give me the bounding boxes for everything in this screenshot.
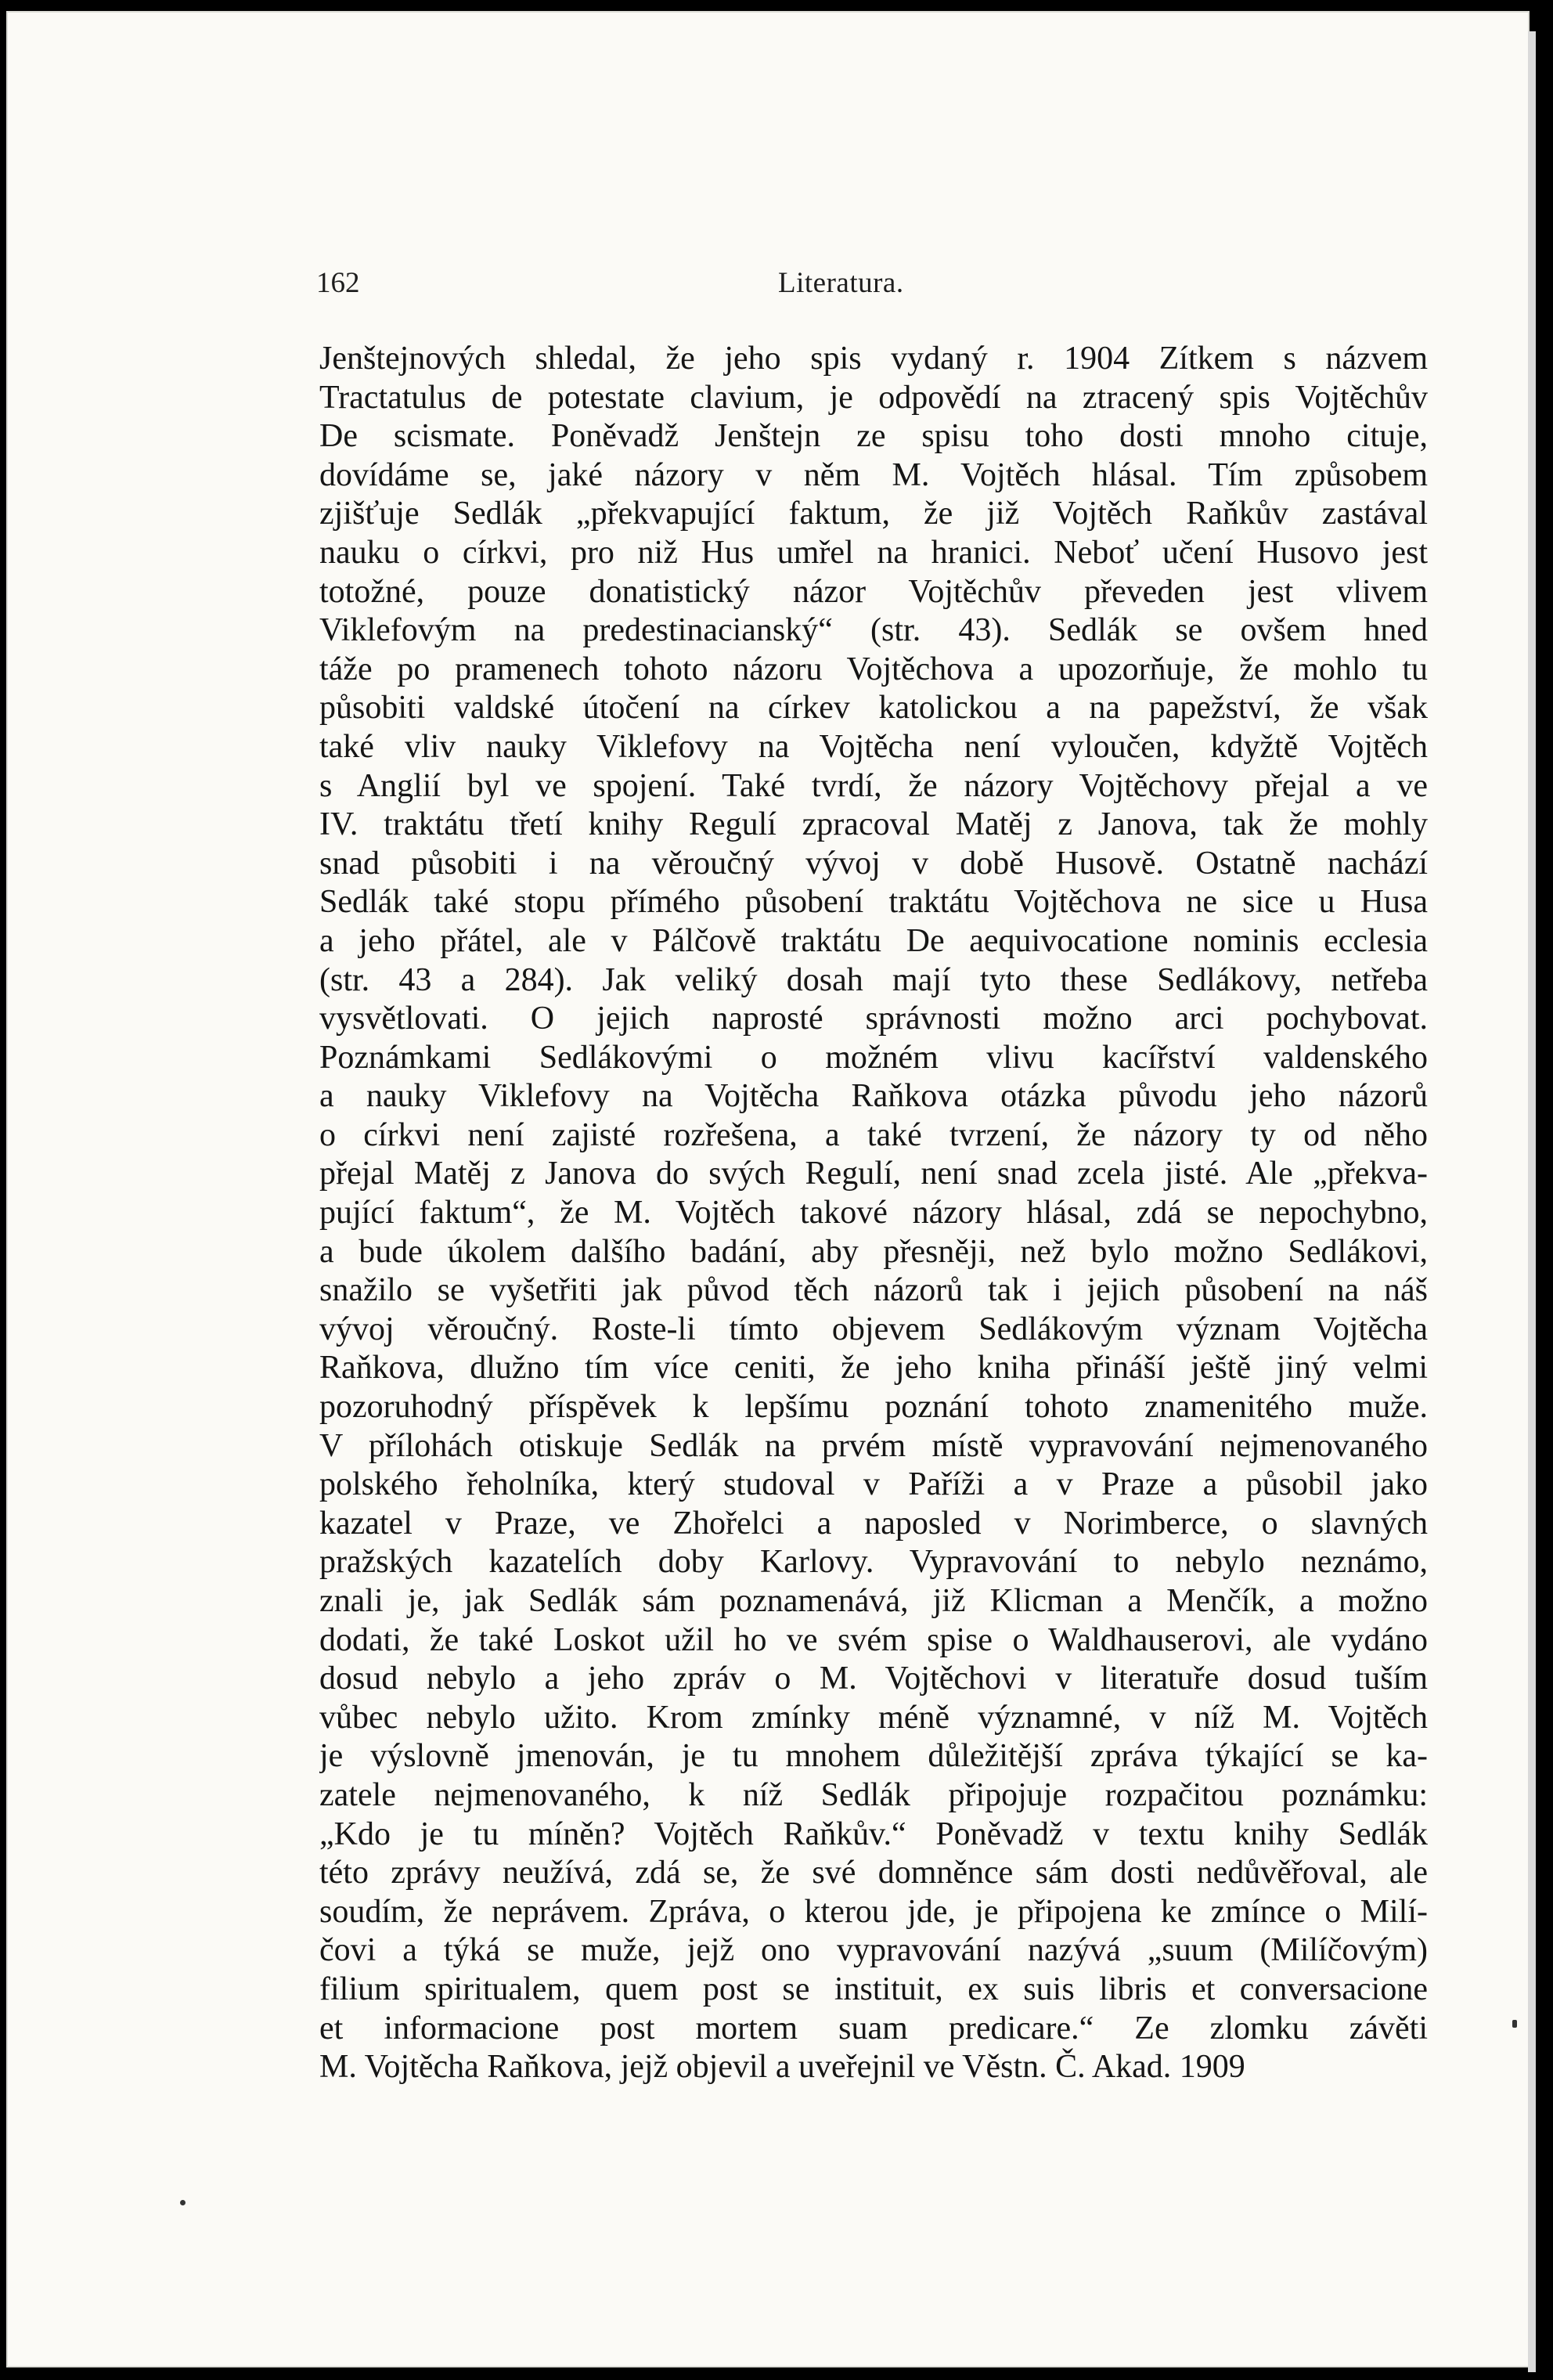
text-line: soudím, že neprávem. Zpráva, o kterou jde, je připojena ke zmínce o Milí-: [319, 1893, 1428, 1930]
text-line: snažilo se vyšetřiti jak původ těch názorů tak i jejich působení na náš: [319, 1272, 1428, 1309]
text-line: přejal Matěj z Janova do svých Regulí, není snad zcela jisté. Ale „překva-: [319, 1156, 1428, 1192]
text-line: et informacione post mortem suam predicare.“ Ze zlomku závěti: [319, 2010, 1428, 2046]
page-header: [316, 266, 1443, 305]
text-line: vysvětlovati. O jejich naprosté správnosti možno arci pochybovat.: [319, 1001, 1428, 1037]
text-line: pražských kazatelích doby Karlovy. Vypravování to nebylo neznámo,: [319, 1544, 1428, 1581]
body-text: [319, 340, 1428, 2087]
text-line: pující faktum“, že M. Vojtěch takové názory hlásal, zdá se nepochybno,: [319, 1195, 1428, 1231]
text-line: snad působiti i na věroučný vývoj v době Husově. Ostatně nachází: [319, 845, 1428, 882]
text-line: Poznámkami Sedlákovými o možném vlivu kacířství valdenského: [319, 1039, 1428, 1076]
text-line: polského řeholníka, který studoval v Paříži a v Praze a působil jako: [319, 1466, 1428, 1503]
text-line: dovídáme se, jaké názory v něm M. Vojtěch hlásal. Tím způsobem: [319, 456, 1428, 493]
text-line: čovi a týká se muže, jejž ono vypravování nazývá „suum (Milíčovým): [319, 1932, 1428, 1969]
text-line: pozoruhodný příspěvek k lepšímu poznání tohoto znamenitého muže.: [319, 1389, 1428, 1426]
text-line: také vliv nauky Viklefovy na Vojtěcha není vyloučen, kdyžtě Vojtěch: [319, 728, 1428, 765]
running-head: Literatura.: [778, 267, 904, 299]
text-line: Viklefovým na predestinacianský“ (str. 43). Sedlák se ovšem hned: [319, 612, 1428, 649]
text-line: (str. 43 a 284). Jak veliký dosah mají tyto these Sedlákovy, netřeba: [319, 961, 1428, 998]
text-line: „Kdo je tu míněn? Vojtěch Raňkův.“ Poněvadž v textu knihy Sedlák: [319, 1816, 1428, 1852]
page-edge-shadow: [1528, 31, 1536, 2372]
text-line: IV. traktátu třetí knihy Regulí zpracoval Matěj z Janova, tak že mohly: [319, 806, 1428, 843]
text-line: je výslovně jmenován, je tu mnohem důležitější zpráva týkající se ka-: [319, 1738, 1428, 1775]
text-line: zjišťuje Sedlák „překvapující faktum, že již Vojtěch Raňkův zastával: [319, 496, 1428, 532]
text-line-last: M. Vojtěcha Raňkova, jejž objevil a uveřejnil ve Věstn. Č. Akad. 1909: [319, 2049, 1245, 2086]
text-line: a nauky Viklefovy na Vojtěcha Raňkova otázka původu jeho názorů: [319, 1078, 1428, 1115]
text-line: s Anglií byl ve spojení. Také tvrdí, že názory Vojtěchovy přejal a ve: [319, 767, 1428, 804]
text-line: filium spiritualem, quem post se instituit, ex suis libris et conversacione: [319, 1971, 1428, 2007]
text-line: a jeho přátel, ale v Pálčově traktátu De aequivocatione nominis ecclesia: [319, 922, 1428, 959]
margin-mark: [1512, 2020, 1517, 2028]
text-line: vývoj věroučný. Roste-li tímto objevem Sedlákovým význam Vojtěcha: [319, 1311, 1428, 1347]
text-line: táže po pramenech tohoto názoru Vojtěchova a upozorňuje, že mohlo tu: [319, 651, 1428, 687]
text-line: dosud nebylo a jeho zpráv o M. Vojtěchovi v literatuře dosud tuším: [319, 1661, 1428, 1697]
text-line: Sedlák také stopu přímého působení traktátu Vojtěchova ne sice u Husa: [319, 884, 1428, 921]
text-line: znali je, jak Sedlák sám poznamenává, již Klicman a Menčík, a možno: [319, 1583, 1428, 1619]
text-line: Tractatulus de potestate clavium, je odpovědí na ztracený spis Vojtěchův: [319, 379, 1428, 416]
text-line: totožné, pouze donatistický názor Vojtěchův převeden jest vlivem: [319, 573, 1428, 610]
book-page: [6, 11, 1530, 2367]
text-line: zatele nejmenovaného, k níž Sedlák připojuje rozpačitou poznámku:: [319, 1776, 1428, 1813]
text-line: Raňkova, dlužno tím více ceniti, že jeho kniha přináší ještě jiný velmi: [319, 1350, 1428, 1387]
text-line: nauku o církvi, pro niž Hus umřel na hranici. Neboť učení Husovo jest: [319, 534, 1428, 571]
text-line: Jenštejnových shledal, že jeho spis vydaný r. 1904 Zítkem s názvem: [319, 341, 1428, 377]
text-line: De scismate. Poněvadž Jenštejn ze spisu toho dosti mnoho cituje,: [319, 418, 1428, 455]
text-line: vůbec nebylo užito. Krom zmínky méně významné, v níž M. Vojtěch: [319, 1699, 1428, 1736]
text-line: o církvi není zajisté rozřešena, a také tvrzení, že názory ty od něho: [319, 1116, 1428, 1153]
text-line: V přílohách otiskuje Sedlák na prvém místě vypravování nejmenovaného: [319, 1427, 1428, 1464]
text-line: působiti valdské útočení na církev katolickou a na papežství, že však: [319, 690, 1428, 727]
text-line: této zprávy neužívá, zdá se, že své domněnce sám dosti nedůvěřoval, ale: [319, 1855, 1428, 1891]
text-line: kazatel v Praze, ve Zhořelci a naposled v Norimberce, o slavných: [319, 1505, 1428, 1542]
ink-speck: [180, 2200, 186, 2205]
text-line: dodati, že také Loskot užil ho ve svém spise o Waldhauserovi, ale vydáno: [319, 1621, 1428, 1658]
page-number: 162: [316, 267, 360, 299]
text-line: a bude úkolem dalšího badání, aby přesněji, než bylo možno Sedlákovi,: [319, 1233, 1428, 1270]
